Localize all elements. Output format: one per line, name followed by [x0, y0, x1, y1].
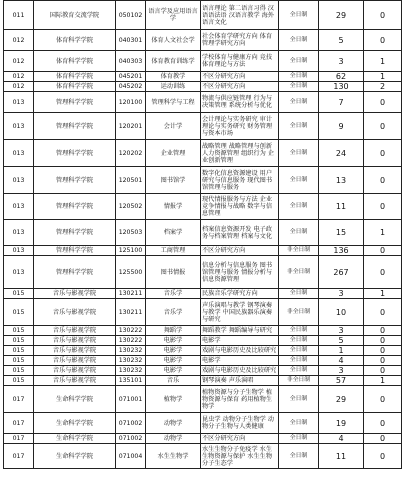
major-name-cell: 电影学	[146, 336, 201, 346]
college-code-cell: 013	[4, 256, 34, 289]
planned-count-cell: 5	[319, 30, 364, 51]
recommended-count-cell: 1	[364, 72, 402, 82]
table-row	[4, 256, 402, 289]
college-name-cell: 管理科学学院	[34, 246, 116, 256]
recommended-count-cell: 0	[364, 194, 402, 220]
college-code-cell: 015	[4, 289, 34, 299]
major-name-cell: 运动训练	[146, 82, 201, 92]
table-row	[4, 194, 402, 220]
college-name-cell: 体育科学学院	[34, 82, 116, 92]
study-type-cell: 全日制	[279, 220, 319, 246]
recommended-count-cell: 0	[364, 346, 402, 356]
research-direction-cell: 电影学	[201, 336, 279, 346]
major-name-cell: 动物学	[146, 413, 201, 434]
college-code-cell: 015	[4, 326, 34, 336]
major-code-cell: 125100	[116, 246, 146, 256]
major-name-cell: 体育教育训练学	[146, 51, 201, 72]
college-name-cell: 国际教育交流学院	[34, 1, 116, 30]
college-name-cell: 生命科学学院	[34, 434, 116, 444]
major-name-cell: 档案学	[146, 220, 201, 246]
planned-count-cell: 130	[319, 82, 364, 92]
college-name-cell: 音乐与影视学院	[34, 289, 116, 299]
major-name-cell: 图书情报	[146, 256, 201, 289]
major-code-cell: 120201	[116, 113, 146, 140]
study-type-cell: 全日制	[279, 82, 319, 92]
table-row	[4, 167, 402, 194]
recommended-count-cell: 0	[364, 444, 402, 469]
major-code-cell: 071002	[116, 413, 146, 434]
table-row	[4, 1, 402, 30]
major-code-cell: 120503	[116, 220, 146, 246]
major-name-cell: 语言学及应用语言学	[146, 1, 201, 30]
research-direction-cell: 现代情报服务与方法 企业竞争情报与战略 数字与信息管理	[201, 194, 279, 220]
study-type-cell: 全日制	[279, 167, 319, 194]
planned-count-cell: 11	[319, 444, 364, 469]
recommended-count-cell: 1	[364, 220, 402, 246]
study-type-cell: 全日制	[279, 356, 319, 366]
table-row	[4, 434, 402, 444]
table-row	[4, 326, 402, 336]
major-name-cell: 电影学	[146, 366, 201, 376]
study-type-cell: 全日制	[279, 413, 319, 434]
table-row	[4, 346, 402, 356]
major-code-cell: 130211	[116, 289, 146, 299]
major-code-cell: 040301	[116, 30, 146, 51]
admissions-table	[3, 0, 402, 469]
table-row	[4, 444, 402, 469]
college-name-cell: 体育科学学院	[34, 51, 116, 72]
college-code-cell: 012	[4, 72, 34, 82]
recommended-count-cell: 0	[364, 356, 402, 366]
table-row	[4, 51, 402, 72]
research-direction-cell: 语言理论 第二语言习得 汉语语法语 汉语言教学 海外语言文化	[201, 1, 279, 30]
research-direction-cell: 戏剧与电影历史及比较研究	[201, 346, 279, 356]
college-name-cell: 音乐与影视学院	[34, 376, 116, 386]
research-direction-cell: 戏剧与电影历史及比较研究	[201, 366, 279, 376]
major-code-cell: 120501	[116, 167, 146, 194]
recommended-count-cell: 0	[364, 336, 402, 346]
college-name-cell: 音乐与影视学院	[34, 299, 116, 326]
major-name-cell: 音乐学	[146, 289, 201, 299]
recommended-count-cell: 2	[364, 82, 402, 92]
college-name-cell: 管理科学学院	[34, 167, 116, 194]
research-direction-cell: 战略管理 战略管理与创新 人力资源管理 组织行为 企业创新管理	[201, 140, 279, 167]
college-code-cell: 011	[4, 1, 34, 30]
college-code-cell: 017	[4, 386, 34, 413]
study-type-cell: 全日制	[279, 346, 319, 356]
college-code-cell: 015	[4, 366, 34, 376]
major-name-cell: 体育人文社会学	[146, 30, 201, 51]
major-name-cell: 水生生物学	[146, 444, 201, 469]
major-code-cell: 045201	[116, 72, 146, 82]
research-direction-cell: 数字化信息资源建设 用户研究与信息服务 现代图书馆管理与服务	[201, 167, 279, 194]
study-type-cell: 全日制	[279, 289, 319, 299]
recommended-count-cell: 0	[364, 30, 402, 51]
table-row	[4, 386, 402, 413]
major-code-cell: 071002	[116, 434, 146, 444]
recommended-count-cell: 0	[364, 434, 402, 444]
major-name-cell: 舞蹈学	[146, 326, 201, 336]
major-code-cell: 130232	[116, 346, 146, 356]
college-name-cell: 音乐与影视学院	[34, 326, 116, 336]
table-row	[4, 299, 402, 326]
table-row	[4, 289, 402, 299]
study-type-cell: 全日制	[279, 386, 319, 413]
major-code-cell: 130232	[116, 356, 146, 366]
college-code-cell: 013	[4, 92, 34, 113]
planned-count-cell: 11	[319, 194, 364, 220]
planned-count-cell: 3	[319, 326, 364, 336]
college-code-cell: 013	[4, 140, 34, 167]
college-code-cell: 013	[4, 246, 34, 256]
study-type-cell: 全日制	[279, 366, 319, 376]
college-code-cell: 012	[4, 30, 34, 51]
major-name-cell: 会计学	[146, 113, 201, 140]
planned-count-cell: 3	[319, 51, 364, 72]
college-code-cell: 013	[4, 113, 34, 140]
research-direction-cell: 不区分研究方向	[201, 72, 279, 82]
major-code-cell: 120100	[116, 92, 146, 113]
college-name-cell: 管理科学学院	[34, 140, 116, 167]
major-code-cell: 135101	[116, 376, 146, 386]
college-code-cell: 013	[4, 167, 34, 194]
planned-count-cell: 1	[319, 346, 364, 356]
planned-count-cell: 62	[319, 72, 364, 82]
major-code-cell: 040303	[116, 51, 146, 72]
table-row	[4, 366, 402, 376]
college-code-cell: 015	[4, 336, 34, 346]
college-code-cell: 013	[4, 194, 34, 220]
college-code-cell: 015	[4, 346, 34, 356]
major-code-cell: 130232	[116, 366, 146, 376]
recommended-count-cell: 0	[364, 167, 402, 194]
college-code-cell: 012	[4, 51, 34, 72]
college-code-cell: 017	[4, 444, 34, 469]
major-code-cell: 120202	[116, 140, 146, 167]
major-name-cell: 音乐学	[146, 299, 201, 326]
study-type-cell: 全日制	[279, 326, 319, 336]
study-type-cell: 全日制	[279, 194, 319, 220]
research-direction-cell: 不区分研究方向	[201, 82, 279, 92]
major-code-cell: 130222	[116, 336, 146, 346]
table-row	[4, 376, 402, 386]
research-direction-cell: 舞蹈教学 舞蹈编导与研究	[201, 326, 279, 336]
college-code-cell: 013	[4, 220, 34, 246]
college-name-cell: 音乐与影视学院	[34, 356, 116, 366]
recommended-count-cell: 0	[364, 366, 402, 376]
research-direction-cell: 民族音乐学研究方向	[201, 289, 279, 299]
college-code-cell: 012	[4, 82, 34, 92]
research-direction-cell: 植物资源与分子生物学 植物资源与保育 药用植物生物学	[201, 386, 279, 413]
research-direction-cell: 水生生物分子免疫学 水生生物资源与保护 水生生物分子生态学	[201, 444, 279, 469]
major-name-cell: 情报学	[146, 194, 201, 220]
study-type-cell: 全日制	[279, 1, 319, 30]
major-code-cell: 050102	[116, 1, 146, 30]
research-direction-cell: 会计理论与实务研究 审计理论与实务研究 财务管理与资本市场	[201, 113, 279, 140]
major-name-cell: 电影学	[146, 356, 201, 366]
major-code-cell: 071004	[116, 444, 146, 469]
college-code-cell: 017	[4, 434, 34, 444]
research-direction-cell: 不区分研究方向	[201, 246, 279, 256]
research-direction-cell: 昆虫学 动物分子生物学 动物分子生物与人类健康	[201, 413, 279, 434]
college-name-cell: 管理科学学院	[34, 256, 116, 289]
college-name-cell: 管理科学学院	[34, 92, 116, 113]
planned-count-cell: 267	[319, 256, 364, 289]
research-direction-cell: 不区分研究方向	[201, 434, 279, 444]
recommended-count-cell: 0	[364, 326, 402, 336]
table-row	[4, 356, 402, 366]
college-name-cell: 生命科学学院	[34, 413, 116, 434]
recommended-count-cell: 0	[364, 413, 402, 434]
college-name-cell: 音乐与影视学院	[34, 346, 116, 356]
planned-count-cell: 29	[319, 386, 364, 413]
recommended-count-cell: 0	[364, 113, 402, 140]
table-row	[4, 113, 402, 140]
college-name-cell: 生命科学学院	[34, 386, 116, 413]
major-name-cell: 音乐	[146, 376, 201, 386]
planned-count-cell: 4	[319, 356, 364, 366]
table-body	[4, 1, 402, 469]
study-type-cell: 全日制	[279, 434, 319, 444]
study-type-cell: 全日制	[279, 51, 319, 72]
recommended-count-cell: 0	[364, 92, 402, 113]
recommended-count-cell: 0	[364, 386, 402, 413]
major-code-cell: 045202	[116, 82, 146, 92]
table-row	[4, 220, 402, 246]
college-name-cell: 生命科学学院	[34, 444, 116, 469]
major-code-cell: 071001	[116, 386, 146, 413]
college-name-cell: 音乐与影视学院	[34, 336, 116, 346]
planned-count-cell: 4	[319, 434, 364, 444]
college-code-cell: 015	[4, 376, 34, 386]
planned-count-cell: 19	[319, 413, 364, 434]
major-name-cell: 工商管理	[146, 246, 201, 256]
study-type-cell: 非全日制	[279, 376, 319, 386]
college-name-cell: 管理科学学院	[34, 194, 116, 220]
study-type-cell: 非全日制	[279, 299, 319, 326]
recommended-count-cell: 1	[364, 289, 402, 299]
recommended-count-cell: 0	[364, 299, 402, 326]
major-code-cell: 130211	[116, 299, 146, 326]
major-name-cell: 体育教学	[146, 72, 201, 82]
major-name-cell: 电影学	[146, 346, 201, 356]
major-code-cell: 130222	[116, 326, 146, 336]
recommended-count-cell: 1	[364, 51, 402, 72]
recommended-count-cell: 0	[364, 140, 402, 167]
major-name-cell: 图书馆学	[146, 167, 201, 194]
planned-count-cell: 24	[319, 140, 364, 167]
planned-count-cell: 3	[319, 366, 364, 376]
study-type-cell: 全日制	[279, 336, 319, 346]
research-direction-cell: 社会体育学研究方向 体育管理学研究方向	[201, 30, 279, 51]
college-name-cell: 管理科学学院	[34, 113, 116, 140]
recommended-count-cell: 1	[364, 376, 402, 386]
planned-count-cell: 136	[319, 246, 364, 256]
planned-count-cell: 5	[319, 336, 364, 346]
college-name-cell: 体育科学学院	[34, 30, 116, 51]
table-row	[4, 246, 402, 256]
study-type-cell: 全日制	[279, 72, 319, 82]
college-name-cell: 管理科学学院	[34, 220, 116, 246]
table-row	[4, 336, 402, 346]
planned-count-cell: 9	[319, 113, 364, 140]
college-name-cell: 体育科学学院	[34, 72, 116, 82]
planned-count-cell: 15	[319, 220, 364, 246]
table-row	[4, 140, 402, 167]
table-row	[4, 82, 402, 92]
college-code-cell: 017	[4, 413, 34, 434]
research-direction-cell: 电影学	[201, 356, 279, 366]
planned-count-cell: 3	[319, 289, 364, 299]
college-code-cell: 015	[4, 356, 34, 366]
research-direction-cell: 物流与供应链管理 行为与决策管理 系统分析与优化	[201, 92, 279, 113]
study-type-cell: 非全日制	[279, 256, 319, 289]
planned-count-cell: 7	[319, 92, 364, 113]
major-code-cell: 125500	[116, 256, 146, 289]
major-name-cell: 企业管理	[146, 140, 201, 167]
table-row	[4, 92, 402, 113]
planned-count-cell: 29	[319, 1, 364, 30]
table-row	[4, 30, 402, 51]
study-type-cell: 全日制	[279, 92, 319, 113]
study-type-cell: 全日制	[279, 113, 319, 140]
planned-count-cell: 13	[319, 167, 364, 194]
planned-count-cell: 57	[319, 376, 364, 386]
study-type-cell: 全日制	[279, 140, 319, 167]
planned-count-cell: 10	[319, 299, 364, 326]
research-direction-cell: 信息分析与信息服务 图书馆管理与服务 情报分析与信息资源管理	[201, 256, 279, 289]
college-code-cell: 015	[4, 299, 34, 326]
table-row	[4, 413, 402, 434]
major-code-cell: 120502	[116, 194, 146, 220]
recommended-count-cell: 0	[364, 1, 402, 30]
table-row	[4, 72, 402, 82]
research-direction-cell: 声乐演唱与教学 钢琴演奏与教学 中国民族器乐演奏与研究	[201, 299, 279, 326]
recommended-count-cell: 0	[364, 256, 402, 289]
major-name-cell: 植物学	[146, 386, 201, 413]
study-type-cell: 全日制	[279, 444, 319, 469]
study-type-cell: 非全日制	[279, 246, 319, 256]
research-direction-cell: 学校体育与健康方向 竞技体育理论与方法	[201, 51, 279, 72]
major-name-cell: 管理科学与工程	[146, 92, 201, 113]
research-direction-cell: 档案信息资源开发 电子政务与档案管理 档案与文化	[201, 220, 279, 246]
study-type-cell: 全日制	[279, 30, 319, 51]
college-name-cell: 音乐与影视学院	[34, 366, 116, 376]
recommended-count-cell: 0	[364, 246, 402, 256]
major-name-cell: 动物学	[146, 434, 201, 444]
research-direction-cell: 钢琴演奏 声乐演唱	[201, 376, 279, 386]
